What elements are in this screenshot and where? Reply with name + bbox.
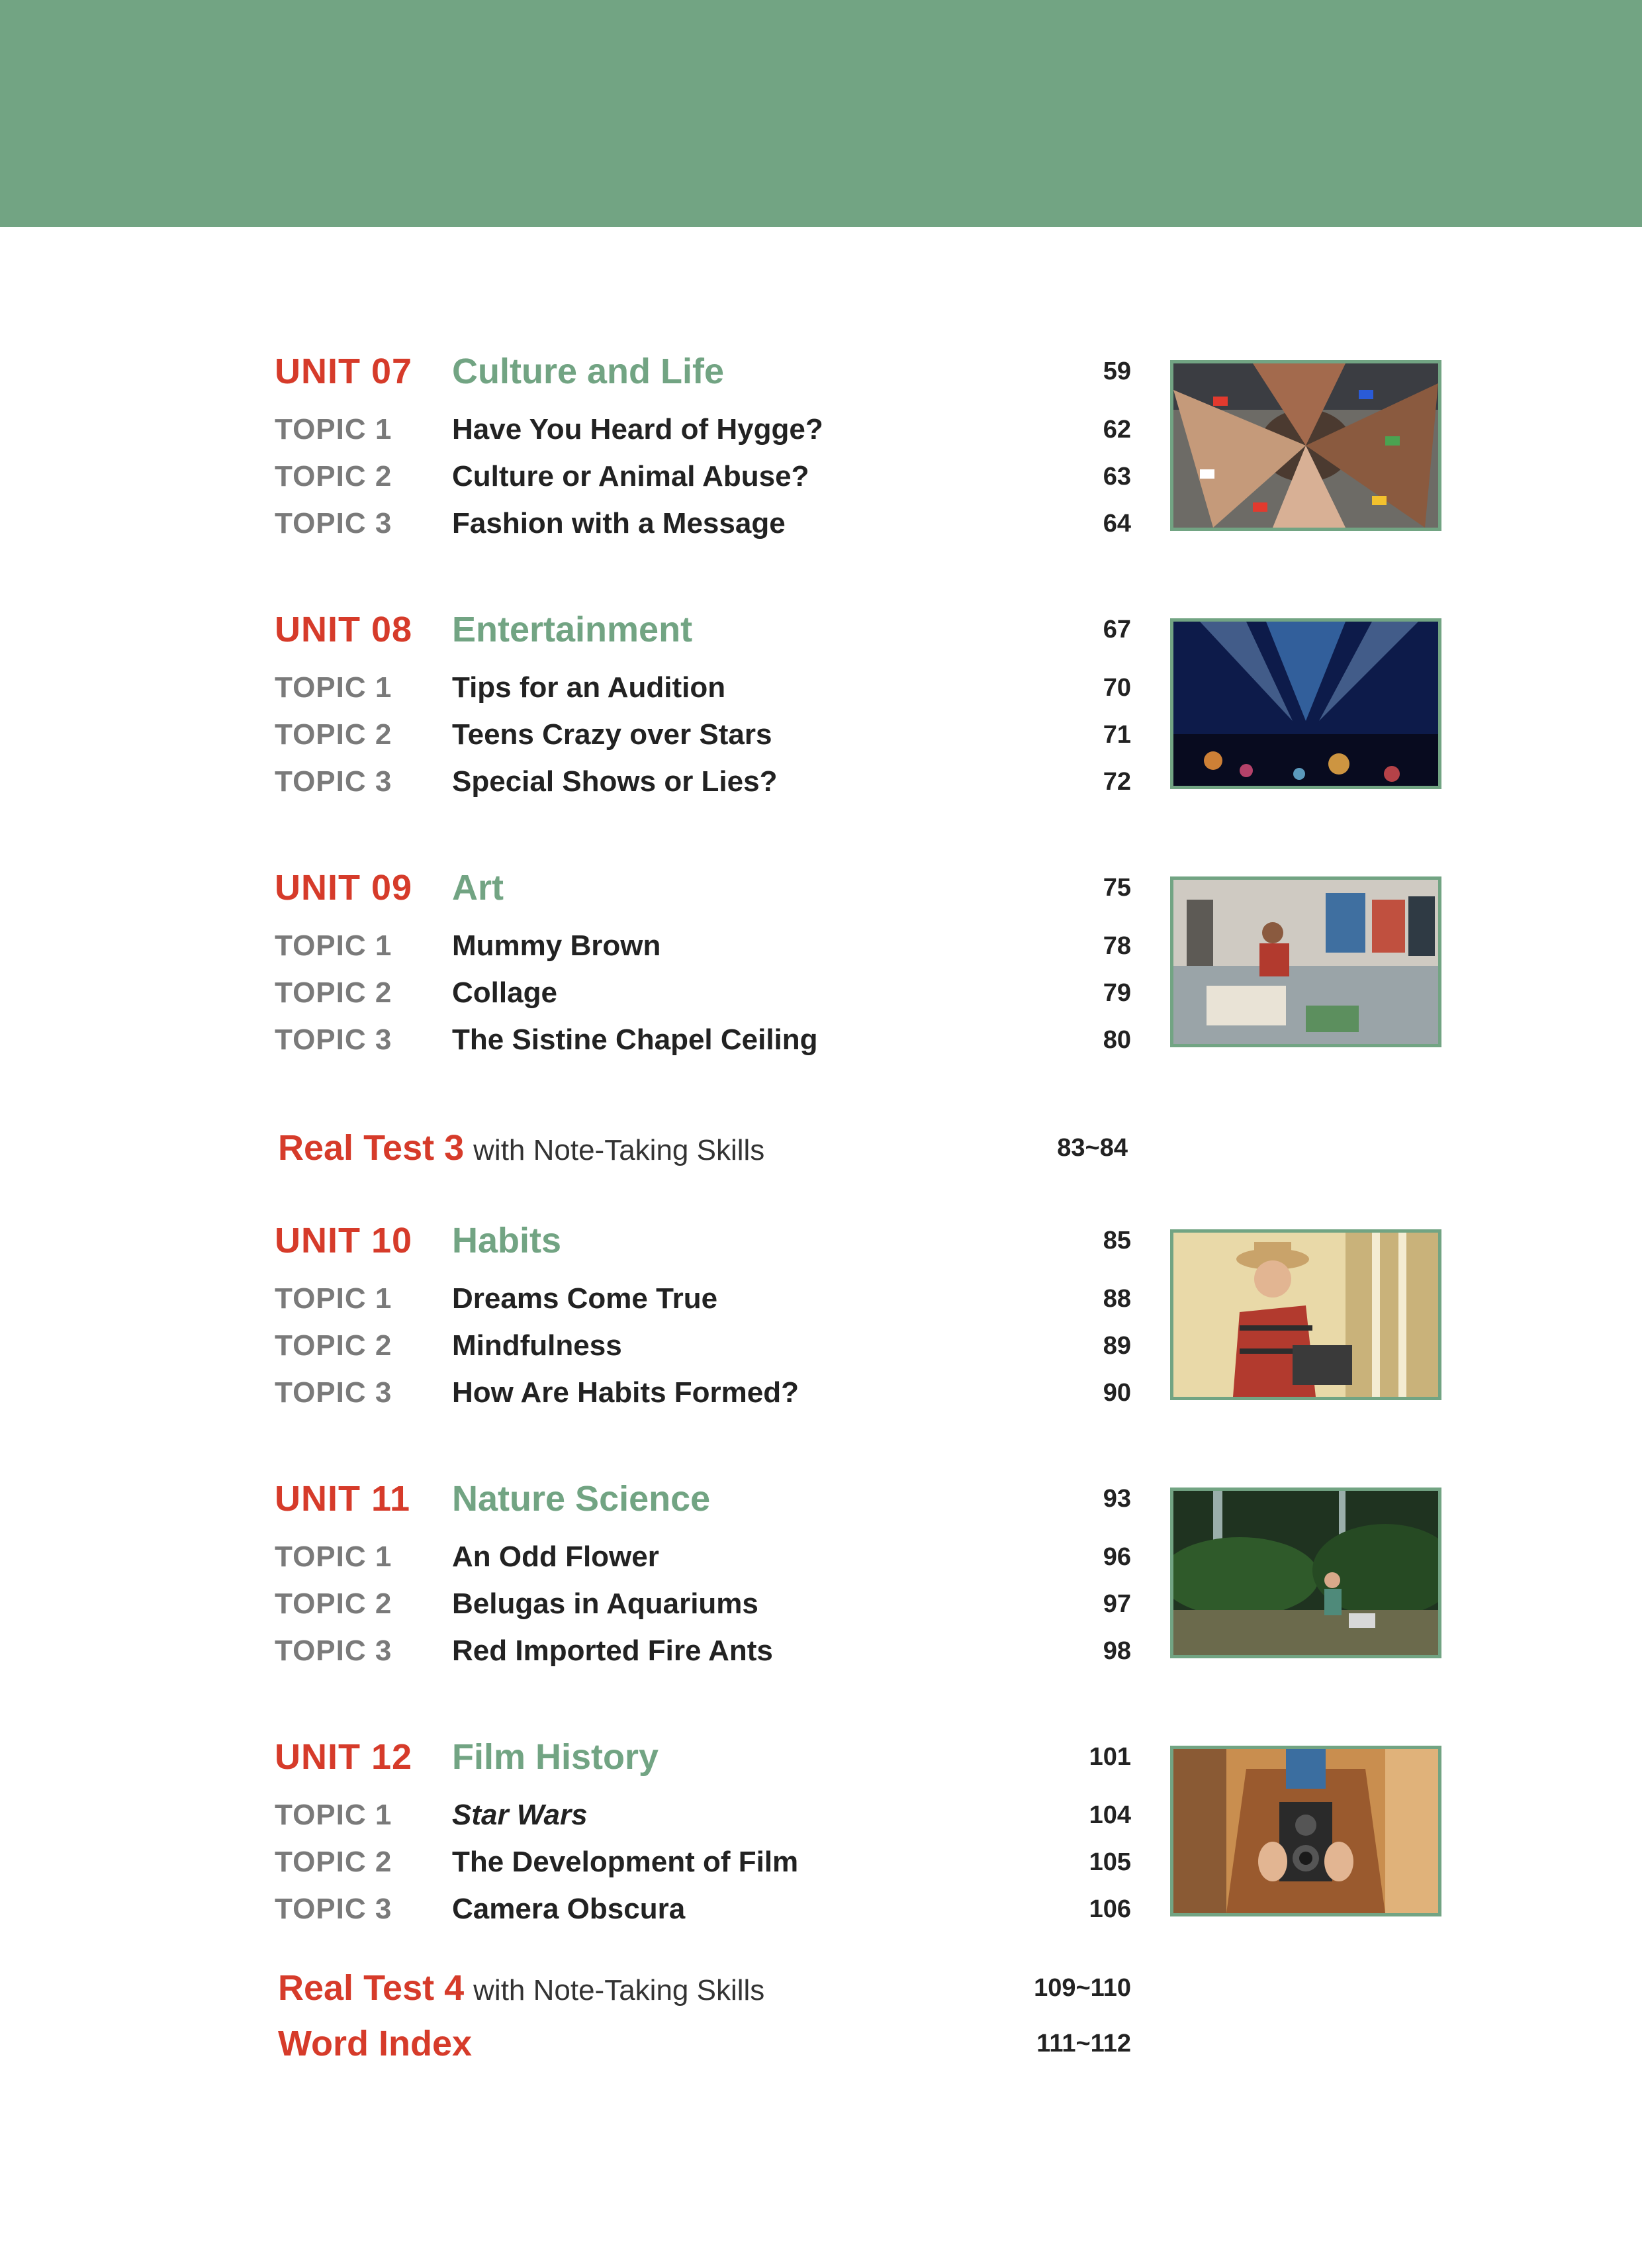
header-band: [0, 0, 1642, 227]
topic-label: TOPIC 2: [275, 460, 392, 493]
real-test-suffix: with Note-Taking Skills: [473, 1134, 765, 1166]
topic-label: TOPIC 3: [275, 1023, 392, 1056]
topic-title: How Are Habits Formed?: [452, 1376, 799, 1409]
topic-label: TOPIC 1: [275, 1282, 392, 1315]
real-test-title: Real Test 4: [278, 1968, 465, 2008]
unit-title: Habits: [452, 1221, 562, 1260]
word-index-label: [278, 2017, 472, 2070]
page-number: 106: [1089, 1895, 1131, 1923]
topic-label: TOPIC 1: [275, 1540, 392, 1573]
page-number: 90: [1103, 1379, 1131, 1407]
page-number: 109~110: [1034, 1974, 1131, 2002]
page-number: 101: [1089, 1743, 1131, 1771]
unit-08-photo: [1170, 618, 1441, 789]
topic-title: Have You Heard of Hygge?: [452, 413, 823, 446]
real-test-suffix: with Note-Taking Skills: [473, 1974, 765, 2007]
topic-label: TOPIC 1: [275, 671, 392, 704]
topic-title: Culture or Animal Abuse?: [452, 460, 809, 493]
word-index-row[interactable]: [0, 2017, 1642, 2070]
unit-09-photo: [1170, 876, 1441, 1047]
unit-07-photo: [1170, 360, 1441, 531]
unit-title: Culture and Life: [452, 352, 725, 391]
woman-writing-notebook-photo: [1173, 1233, 1438, 1397]
topic-label: TOPIC 2: [275, 976, 392, 1009]
page-number: 85: [1103, 1227, 1131, 1254]
page-number: 62: [1103, 416, 1131, 444]
unit-11-photo: [1170, 1488, 1441, 1658]
topic-label: TOPIC 3: [275, 507, 392, 540]
unit-title: Entertainment: [452, 610, 693, 649]
real-test-label: [278, 1121, 764, 1174]
scientist-in-forest-stream-photo: [1173, 1491, 1438, 1655]
page-number: 67: [1103, 616, 1131, 643]
page-number: 78: [1103, 932, 1131, 960]
topic-title: Camera Obscura: [452, 1893, 686, 1925]
concert-stage-lights-photo: [1173, 622, 1438, 786]
real-test-4-row[interactable]: [0, 1961, 1642, 2014]
topic-title: Fashion with a Message: [452, 507, 786, 540]
page-number: 104: [1089, 1801, 1131, 1829]
person-holding-vintage-camera-photo: [1173, 1749, 1438, 1913]
topic-title: Tips for an Audition: [452, 671, 726, 704]
topic-label: TOPIC 3: [275, 1893, 392, 1925]
topic-title: Dreams Come True: [452, 1282, 718, 1315]
topic-title: Red Imported Fire Ants: [452, 1634, 773, 1667]
unit-title: Art: [452, 868, 504, 908]
topic-title: An Odd Flower: [452, 1540, 659, 1573]
topic-title: The Development of Film: [452, 1846, 799, 1878]
topic-title: Special Shows or Lies?: [452, 765, 778, 798]
real-test-label: [278, 1961, 764, 2014]
page-number: 98: [1103, 1637, 1131, 1665]
page-number: 89: [1103, 1332, 1131, 1360]
topic-label: TOPIC 2: [275, 1329, 392, 1362]
topic-label: TOPIC 1: [275, 929, 392, 962]
page-number: 64: [1103, 510, 1131, 538]
artist-painting-studio-photo: [1173, 880, 1438, 1044]
page-number: 83~84: [1057, 1134, 1128, 1162]
topic-label: TOPIC 2: [275, 718, 392, 751]
unit-label: UNIT 12: [275, 1737, 413, 1777]
unit-label: UNIT 08: [275, 610, 413, 649]
word-index-title: Word Index: [278, 2024, 473, 2063]
unit-label: UNIT 10: [275, 1221, 413, 1260]
page-number: 75: [1103, 874, 1131, 902]
topic-label: TOPIC 1: [275, 413, 392, 446]
hands-with-flag-paint-photo: [1173, 363, 1438, 528]
unit-label: UNIT 07: [275, 352, 413, 391]
topic-label: TOPIC 3: [275, 1634, 392, 1667]
unit-10-photo: [1170, 1229, 1441, 1400]
page-number: 63: [1103, 463, 1131, 491]
page-number: 79: [1103, 979, 1131, 1007]
page-number: 97: [1103, 1590, 1131, 1618]
topic-title: Collage: [452, 976, 557, 1009]
unit-title: Film History: [452, 1737, 659, 1777]
topic-label: TOPIC 3: [275, 765, 392, 798]
page-number: 80: [1103, 1026, 1131, 1054]
topic-title: The Sistine Chapel Ceiling: [452, 1023, 818, 1056]
unit-title: Nature Science: [452, 1479, 711, 1519]
page-number: 93: [1103, 1485, 1131, 1513]
topic-label: TOPIC 2: [275, 1587, 392, 1620]
page-number: 70: [1103, 674, 1131, 702]
page-number: 59: [1103, 357, 1131, 385]
page-number: 105: [1089, 1848, 1131, 1876]
page-number: 72: [1103, 768, 1131, 796]
page-number: 111~112: [1036, 2030, 1131, 2057]
topic-title: Mummy Brown: [452, 929, 661, 962]
topic-title: Mindfulness: [452, 1329, 622, 1362]
real-test-3-row[interactable]: [0, 1121, 1642, 1174]
topic-title: Teens Crazy over Stars: [452, 718, 772, 751]
unit-12-photo: [1170, 1746, 1441, 1916]
unit-label: UNIT 11: [275, 1479, 411, 1519]
topic-label: TOPIC 1: [275, 1799, 392, 1831]
topic-title: Belugas in Aquariums: [452, 1587, 758, 1620]
unit-label: UNIT 09: [275, 868, 413, 908]
topic-label: TOPIC 3: [275, 1376, 392, 1409]
topic-title: Star Wars: [452, 1799, 588, 1831]
topic-label: TOPIC 2: [275, 1846, 392, 1878]
page-number: 71: [1103, 721, 1131, 749]
page-number: 88: [1103, 1285, 1131, 1313]
page-number: 96: [1103, 1543, 1131, 1571]
real-test-title: Real Test 3: [278, 1128, 465, 1168]
